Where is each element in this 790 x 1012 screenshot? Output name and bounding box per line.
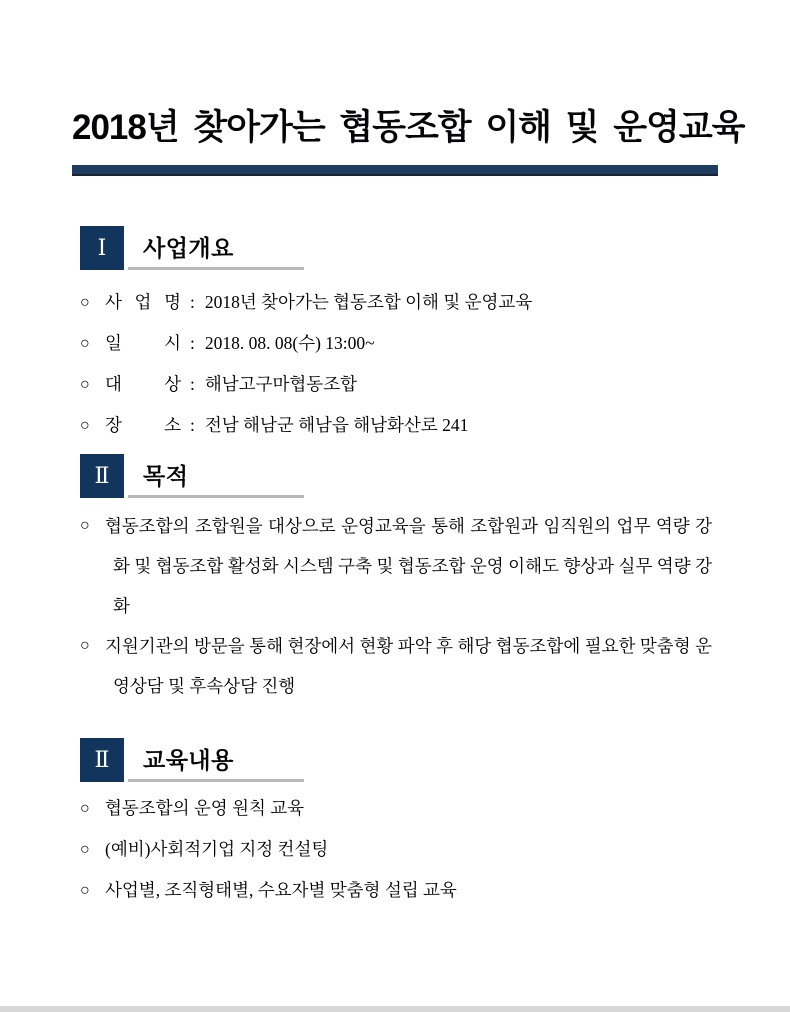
section-numeral: Ⅱ (94, 462, 110, 488)
section-numeral-box (80, 738, 124, 782)
section-header-education (80, 738, 718, 782)
field-colon: : (190, 291, 195, 312)
section-title-underline (128, 454, 304, 498)
circle-bullet-icon: ○ (80, 516, 90, 534)
purpose-paragraph (80, 626, 712, 706)
field-label: 장 소 (105, 414, 181, 435)
field-value: 2018년 찾아가는 협동조합 이해 및 운영교육 (204, 291, 533, 312)
field-colon: : (190, 414, 195, 435)
field-label: 사 업 명 (105, 291, 181, 312)
field-colon: : (190, 373, 195, 394)
field-value: 해남고구마협동조합 (204, 373, 358, 394)
field-label: 대 상 (105, 373, 181, 394)
field-row-business-name (80, 282, 712, 323)
education-item-list (80, 788, 712, 911)
education-item (80, 870, 712, 911)
section-numeral-box (80, 454, 124, 498)
field-value: 전남 해남군 해남읍 해남화산로 241 (204, 414, 469, 435)
circle-bullet-icon: ○ (80, 881, 90, 899)
circle-bullet-icon: ○ (80, 636, 90, 654)
education-item (80, 788, 712, 829)
education-item (80, 829, 712, 870)
field-value: 2018. 08. 08(수) 13:00~ (204, 332, 375, 353)
section-numeral: Ⅰ (97, 234, 107, 260)
purpose-paragraph (80, 506, 712, 626)
circle-bullet-icon: ○ (80, 799, 90, 817)
field-row-datetime (80, 323, 712, 364)
section-numeral: Ⅱ (94, 746, 110, 772)
circle-bullet-icon: ○ (80, 840, 90, 858)
item-text: (예비)사회적기업 지정 컨설팅 (105, 838, 329, 859)
section-numeral-box (80, 226, 124, 270)
title-double-rule (72, 165, 718, 176)
field-label: 일 시 (105, 332, 181, 353)
paragraph-text: 지원기관의 방문을 통해 현장에서 현황 파악 후 해당 협동조합에 필요한 맞춤형 운영상담 및 후속상담 진행 (105, 635, 712, 696)
circle-bullet-icon: ○ (80, 416, 90, 434)
overview-field-list (80, 282, 712, 446)
section-title: 교육내용 (143, 746, 234, 773)
section-header-purpose (80, 454, 718, 498)
field-row-target (80, 364, 712, 405)
item-text: 사업별, 조직형태별, 수요자별 맞춤형 설립 교육 (105, 879, 457, 900)
circle-bullet-icon: ○ (80, 334, 90, 352)
circle-bullet-icon: ○ (80, 375, 90, 393)
paragraph-text: 협동조합의 조합원을 대상으로 운영교육을 통해 조합원과 임직원의 업무 역량 강화 및 협동조합 활성화 시스템 구축 및 협동조합 운영 이해도 향상과 실무 역량 강화 (105, 515, 712, 616)
page-title: 2018년 찾아가는 협동조합 이해 및 운영교육 (72, 108, 745, 147)
section-title: 사업개요 (143, 234, 234, 261)
field-row-location (80, 405, 712, 446)
field-colon: : (190, 332, 195, 353)
circle-bullet-icon: ○ (80, 293, 90, 311)
item-text: 협동조합의 운영 원칙 교육 (105, 797, 305, 818)
purpose-paragraph-list (80, 506, 712, 706)
section-title-underline (128, 738, 304, 782)
page-bottom-edge (0, 1006, 790, 1012)
section-title-underline (128, 226, 304, 270)
section-header-overview (80, 226, 718, 270)
section-title: 목적 (143, 462, 189, 489)
